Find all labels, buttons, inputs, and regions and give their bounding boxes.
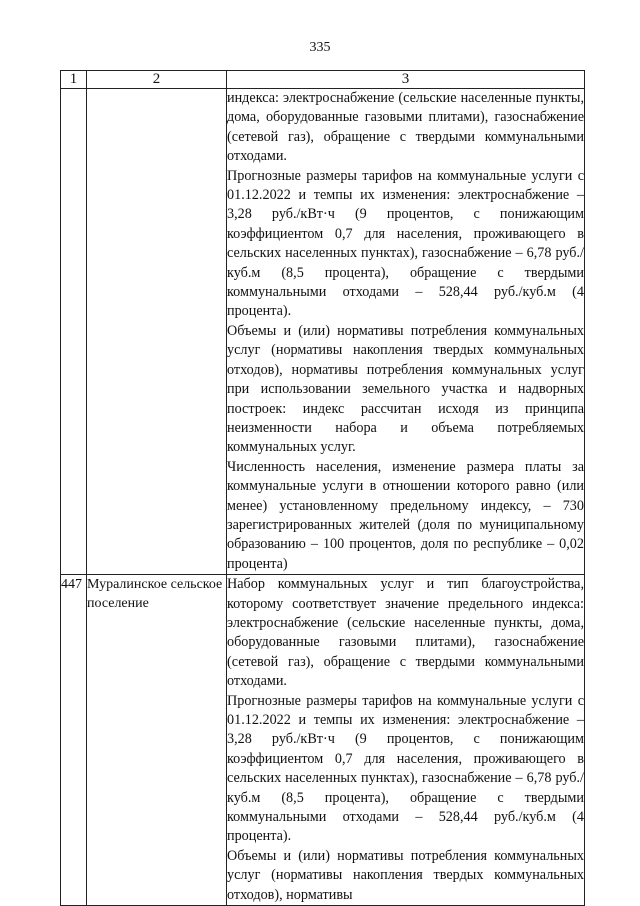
header-col-2: 2 [87, 71, 227, 89]
row-description [227, 575, 585, 906]
row-description [227, 89, 585, 575]
row-number: 447 [61, 575, 87, 906]
paragraph: Набор коммунальных услуг и тип благоустройства, которому соответствует значение предельного индекса: электроснабжение (сельские населенные пункты, дома, оборудованные газовыми плитами), газоснабжение (сетевой газ), обращение с твердыми коммунальными отходами. [227, 576, 584, 690]
table-row [61, 89, 585, 575]
page-number: 335 [309, 40, 331, 55]
row-number [61, 89, 87, 575]
paragraph: Численность населения, изменение размера платы за коммунальные услуги в отношении которого равно (или менее) установленному предельному индексу, – 730 зарегистрированных жителей (доля по муниципальному образованию – 100 процентов, доля по республике – 0,02 процента) [227, 458, 584, 572]
table-row [61, 575, 585, 906]
paragraph: Объемы и (или) нормативы потребления коммунальных услуг (нормативы накопления твердых коммунальных отходов), нормативы [227, 847, 584, 903]
header-col-3: 3 [227, 71, 585, 89]
paragraph: Прогнозные размеры тарифов на коммунальные услуги с 01.12.2022 и темпы их изменения: электроснабжение – 3,28 руб./кВт·ч (9 процентов, с понижающим коэффициентом 0,7 для населения, проживающего в сельских населенных пунктах), газоснабжение – 6,78 руб./куб.м (8,5 процента), обращение с твердыми коммунальными отходами – 528,44 руб./куб.м (4 процента). [227, 167, 584, 320]
municipality-name [87, 89, 227, 575]
municipality-name: Муралинское сельское поселение [87, 575, 227, 906]
table-header-row [61, 71, 585, 89]
paragraph: Объемы и (или) нормативы потребления коммунальных услуг (нормативы накопления твердых коммунальных отходов), нормативы потребления коммунальных услуг при использовании земельного участка и надворных построек: индекс рассчитан исходя из принципа неизменности набора и объема потребляемых коммунальных услуг. [227, 322, 584, 456]
paragraph: Прогнозные размеры тарифов на коммунальные услуги с 01.12.2022 и темпы их изменения: электроснабжение – 3,28 руб./кВт·ч (9 процентов, с понижающим коэффициентом 0,7 для населения, проживающего в сельских населенных пунктах), газоснабжение – 6,78 руб./куб.м (8,5 процента), обращение с твердыми коммунальными отходами – 528,44 руб./куб.м (4 процента). [227, 692, 584, 845]
tariff-table [60, 70, 585, 906]
header-col-1: 1 [61, 71, 87, 89]
paragraph: индекса: электроснабжение (сельские населенные пункты, дома, оборудованные газовыми плитами), газоснабжение (сетевой газ), обращение с твердыми коммунальными отходами. [227, 90, 584, 165]
